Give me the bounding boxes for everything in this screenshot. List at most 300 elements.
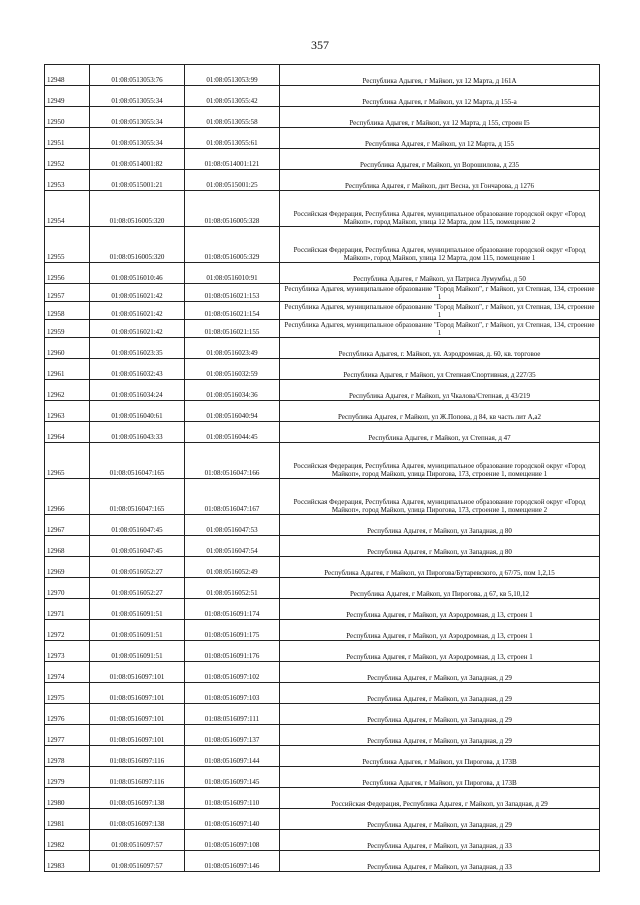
object-address: Республика Адыгея, г Майкоп, ул Западная, д 80	[367, 527, 512, 535]
row-number: 12977	[47, 736, 65, 744]
table-row	[45, 725, 600, 746]
cadastral-number-parcel-cell	[90, 65, 185, 86]
object-address-cell	[280, 851, 600, 872]
row-number-cell	[45, 107, 90, 128]
cadastral-number-parcel: 01:08:0516097:101	[109, 694, 165, 702]
cadastral-number-object: 01:08:0516097:145	[204, 778, 260, 786]
table-row	[45, 302, 600, 320]
cadastral-number-object-cell	[185, 263, 280, 284]
object-address: Республика Адыгея, г Майкоп, ул Ворошилова, д 235	[360, 161, 519, 169]
table-row	[45, 227, 600, 263]
object-address-cell	[280, 401, 600, 422]
cadastral-number-object: 01:08:0516097:111	[204, 715, 260, 723]
row-number: 12970	[47, 589, 65, 597]
table-row	[45, 170, 600, 191]
table-row	[45, 320, 600, 338]
table-row	[45, 338, 600, 359]
cadastral-number-object-cell	[185, 149, 280, 170]
cadastral-number-parcel: 01:08:0516040:61	[111, 412, 163, 420]
cadastral-number-parcel: 01:08:0516097:101	[109, 715, 165, 723]
object-address-cell	[280, 128, 600, 149]
table-row	[45, 536, 600, 557]
cadastral-number-object-cell	[185, 380, 280, 401]
row-number: 12956	[47, 274, 65, 282]
row-number: 12963	[47, 412, 65, 420]
object-address-cell	[280, 809, 600, 830]
cadastral-number-parcel-cell	[90, 851, 185, 872]
object-address: Республика Адыгея, г. Майкоп, ул. Аэродромная, д. 60, кв. торговое	[338, 350, 541, 358]
row-number-cell	[45, 788, 90, 809]
cadastral-number-object: 01:08:0516010:91	[206, 274, 258, 282]
table-row	[45, 641, 600, 662]
row-number: 12948	[47, 76, 65, 84]
cadastral-number-parcel-cell	[90, 515, 185, 536]
cadastral-number-parcel-cell	[90, 380, 185, 401]
object-address-cell	[280, 725, 600, 746]
object-address: Республика Адыгея, г Майкоп, ул 12 Марта, д 155-а	[362, 98, 517, 106]
row-number: 12953	[47, 181, 65, 189]
row-number: 12974	[47, 673, 65, 681]
cadastral-number-object: 01:08:0516005:329	[204, 253, 260, 261]
cadastral-number-parcel-cell	[90, 107, 185, 128]
row-number: 12967	[47, 526, 65, 534]
row-number-cell	[45, 320, 90, 338]
row-number-cell	[45, 128, 90, 149]
object-address-cell	[280, 662, 600, 683]
row-number-cell	[45, 641, 90, 662]
object-address: Республика Адыгея, г Майкоп, ул Пирогова/Бутаревского, д 67/75, пом 1,2,15	[324, 569, 555, 577]
cadastral-number-parcel: 01:08:0514001:82	[111, 160, 163, 168]
row-number-cell	[45, 683, 90, 704]
object-address-cell	[280, 479, 600, 515]
cadastral-number-parcel-cell	[90, 128, 185, 149]
object-address-cell	[280, 767, 600, 788]
cadastral-number-parcel: 01:08:0516052:27	[111, 589, 163, 597]
row-number-cell	[45, 422, 90, 443]
cadastral-number-object: 01:08:0516052:49	[206, 568, 258, 576]
row-number-cell	[45, 86, 90, 107]
object-address: Республика Адыгея, г Майкоп, ул 12 Марта, д 155	[364, 140, 515, 148]
cadastral-number-parcel-cell	[90, 809, 185, 830]
cadastral-number-parcel-cell	[90, 599, 185, 620]
object-address: Республика Адыгея, г Майкоп, ул Чкалова/Степная, д 43/219	[348, 392, 531, 400]
object-address: Российская Федерация, Республика Адыгея, муниципальное образование городской округ «Город Майкоп», город Майкоп, улица 12 Марта, дом 115, помещение 2	[293, 210, 586, 226]
object-address: Республика Адыгея, г Майкоп, ул Пирогова, д 67, кв 5,10,12	[349, 590, 530, 598]
object-address: Республика Адыгея, г Майкоп, ул Степная/Спортивная, д 227/35	[343, 371, 536, 379]
cadastral-number-object-cell	[185, 830, 280, 851]
cadastral-number-parcel: 01:08:0516047:165	[109, 505, 165, 513]
cadastral-number-object: 01:08:0516044:45	[206, 433, 258, 441]
table-row	[45, 263, 600, 284]
row-number-cell	[45, 359, 90, 380]
table-row	[45, 662, 600, 683]
cadastral-number-object-cell	[185, 515, 280, 536]
object-address: Республика Адыгея, г Майкоп, ул Аэродромная, д 13, строен 1	[346, 632, 533, 640]
cadastral-number-object: 01:08:0516091:174	[204, 610, 260, 618]
row-number-cell	[45, 302, 90, 320]
object-address: Республика Адыгея, г Майкоп, ул Западная, д 29	[367, 821, 512, 829]
object-address: Республика Адыгея, г Майкоп, ул Западная, д 80	[367, 548, 512, 556]
cadastral-number-object-cell	[185, 128, 280, 149]
object-address: Республика Адыгея, муниципальное образование "Город Майкоп", г Майкоп, ул Степная, 134, строение 1	[284, 321, 595, 337]
table-row	[45, 359, 600, 380]
table-row	[45, 149, 600, 170]
row-number: 12958	[47, 310, 65, 318]
cadastral-number-parcel-cell	[90, 443, 185, 479]
cadastral-number-parcel: 01:08:0516010:46	[111, 274, 163, 282]
object-address-cell	[280, 620, 600, 641]
object-address: Республика Адыгея, г Майкоп, ул Ж.Попова, д 84, кв часть лит А,а2	[337, 413, 542, 421]
table-row	[45, 284, 600, 302]
table-row	[45, 515, 600, 536]
object-address-cell	[280, 422, 600, 443]
cadastral-number-parcel: 01:08:0516091:51	[111, 652, 163, 660]
row-number-cell	[45, 746, 90, 767]
cadastral-number-object: 01:08:0516097:108	[204, 841, 260, 849]
cadastral-number-object-cell	[185, 557, 280, 578]
cadastral-number-parcel-cell	[90, 746, 185, 767]
row-number-cell	[45, 578, 90, 599]
row-number-cell	[45, 620, 90, 641]
table-row	[45, 380, 600, 401]
object-address-cell	[280, 320, 600, 338]
cadastral-number-parcel: 01:08:0516091:51	[111, 631, 163, 639]
cadastral-number-parcel: 01:08:0513055:34	[111, 139, 163, 147]
cadastral-number-parcel: 01:08:0516034:24	[111, 391, 163, 399]
table-row	[45, 107, 600, 128]
row-number: 12951	[47, 139, 65, 147]
row-number-cell	[45, 149, 90, 170]
cadastral-number-parcel: 01:08:0516052:27	[111, 568, 163, 576]
cadastral-number-parcel: 01:08:0516097:57	[111, 841, 163, 849]
cadastral-number-object-cell	[185, 662, 280, 683]
cadastral-number-parcel: 01:08:0516097:57	[111, 862, 163, 870]
cadastral-number-object-cell	[185, 284, 280, 302]
row-number: 12971	[47, 610, 65, 618]
row-number: 12962	[47, 391, 65, 399]
row-number: 12983	[47, 862, 65, 870]
object-address: Республика Адыгея, муниципальное образование "Город Майкоп", г Майкоп, ул Степная, 134, строение 1	[284, 285, 595, 301]
cadastral-number-parcel-cell	[90, 149, 185, 170]
cadastral-number-parcel-cell	[90, 263, 185, 284]
cadastral-number-object: 01:08:0516097:144	[204, 757, 260, 765]
row-number-cell	[45, 227, 90, 263]
row-number: 12980	[47, 799, 65, 807]
row-number-cell	[45, 65, 90, 86]
cadastral-number-object-cell	[185, 767, 280, 788]
table-row	[45, 683, 600, 704]
cadastral-number-parcel: 01:08:0516043:33	[111, 433, 163, 441]
cadastral-number-parcel-cell	[90, 704, 185, 725]
row-number-cell	[45, 170, 90, 191]
object-address: Российская Федерация, Республика Адыгея, муниципальное образование городской округ «Город Майкоп», город Майкоп, улица 12 Марта, дом 115, помещение 1	[293, 246, 586, 262]
cadastral-number-parcel: 01:08:0516032:43	[111, 370, 163, 378]
cadastral-number-parcel: 01:08:0516021:42	[111, 328, 163, 336]
cadastral-number-parcel-cell	[90, 830, 185, 851]
cadastral-number-parcel: 01:08:0516097:116	[109, 778, 165, 786]
row-number: 12955	[47, 253, 65, 261]
object-address-cell	[280, 557, 600, 578]
object-address: Республика Адыгея, г Майкоп, ул Западная, д 29	[367, 737, 512, 745]
cadastral-number-parcel: 01:08:0515001:21	[111, 181, 163, 189]
page-number: 357	[311, 38, 329, 52]
cadastral-number-parcel: 01:08:0516021:42	[111, 292, 163, 300]
cadastral-number-parcel-cell	[90, 662, 185, 683]
object-address-cell	[280, 578, 600, 599]
cadastral-number-parcel: 01:08:0516097:116	[109, 757, 165, 765]
cadastral-number-parcel-cell	[90, 338, 185, 359]
cadastral-number-object-cell	[185, 320, 280, 338]
object-address: Республика Адыгея, г Майкоп, ул Пирогова, д 173В	[362, 779, 517, 787]
table-row	[45, 830, 600, 851]
cadastral-number-object: 01:08:0516023:49	[206, 349, 258, 357]
row-number-cell	[45, 338, 90, 359]
object-address-cell	[280, 170, 600, 191]
table-row	[45, 422, 600, 443]
cadastral-number-parcel: 01:08:0516091:51	[111, 610, 163, 618]
object-address-cell	[280, 338, 600, 359]
cadastral-number-object: 01:08:0516047:167	[204, 505, 260, 513]
table-row	[45, 191, 600, 227]
cadastral-number-object: 01:08:0516097:103	[204, 694, 260, 702]
object-address-cell	[280, 536, 600, 557]
cadastral-number-object-cell	[185, 683, 280, 704]
table-row	[45, 788, 600, 809]
row-number: 12981	[47, 820, 65, 828]
object-address-cell	[280, 788, 600, 809]
table-row	[45, 401, 600, 422]
row-number-cell	[45, 851, 90, 872]
object-address-cell	[280, 107, 600, 128]
cadastral-number-parcel-cell	[90, 725, 185, 746]
cadastral-number-parcel-cell	[90, 320, 185, 338]
object-address-cell	[280, 641, 600, 662]
cadastral-number-parcel-cell	[90, 170, 185, 191]
object-address: Республика Адыгея, г Майкоп, ул Западная, д 33	[367, 842, 512, 850]
cadastral-number-object: 01:08:0516032:59	[206, 370, 258, 378]
cadastral-number-object-cell	[185, 227, 280, 263]
cadastral-number-parcel-cell	[90, 479, 185, 515]
cadastral-number-parcel-cell	[90, 683, 185, 704]
cadastral-number-object-cell	[185, 422, 280, 443]
cadastral-number-parcel: 01:08:0516097:138	[109, 799, 165, 807]
row-number-cell	[45, 830, 90, 851]
row-number: 12954	[47, 217, 65, 225]
cadastral-number-parcel-cell	[90, 284, 185, 302]
object-address: Республика Адыгея, г Майкоп, ул 12 Марта, д 161А	[362, 77, 517, 85]
row-number: 12964	[47, 433, 65, 441]
cadastral-number-object-cell	[185, 620, 280, 641]
object-address: Республика Адыгея, г Майкоп, ул Аэродромная, д 13, строен 1	[346, 653, 533, 661]
cadastral-number-object-cell	[185, 359, 280, 380]
cadastral-number-parcel: 01:08:0516047:45	[111, 526, 163, 534]
row-number: 12973	[47, 652, 65, 660]
object-address: Российская Федерация, Республика Адыгея, муниципальное образование городской округ «Город Майкоп», город Майкоп, улица Пирогова, 173, строение 1, помещение 2	[293, 498, 586, 514]
cadastral-number-parcel: 01:08:0516021:42	[111, 310, 163, 318]
cadastral-number-parcel: 01:08:0513055:34	[111, 118, 163, 126]
row-number: 12959	[47, 328, 65, 336]
object-address: Республика Адыгея, муниципальное образование "Город Майкоп", г Майкоп, ул Степная, 134, строение 1	[284, 303, 595, 319]
row-number-cell	[45, 479, 90, 515]
object-address-cell	[280, 149, 600, 170]
row-number: 12982	[47, 841, 65, 849]
row-number: 12975	[47, 694, 65, 702]
cadastral-number-object: 01:08:0516021:154	[204, 310, 260, 318]
cadastral-number-object: 01:08:0516097:140	[204, 820, 260, 828]
table-row	[45, 578, 600, 599]
row-number: 12950	[47, 118, 65, 126]
row-number: 12969	[47, 568, 65, 576]
cadastral-number-object-cell	[185, 704, 280, 725]
row-number-cell	[45, 725, 90, 746]
cadastral-number-parcel: 01:08:0516097:101	[109, 673, 165, 681]
row-number-cell	[45, 263, 90, 284]
cadastral-number-object: 01:08:0514001:121	[204, 160, 260, 168]
object-address-cell	[280, 830, 600, 851]
row-number: 12960	[47, 349, 65, 357]
row-number: 12966	[47, 505, 65, 513]
table-row	[45, 767, 600, 788]
row-number-cell	[45, 809, 90, 830]
cadastral-number-object-cell	[185, 641, 280, 662]
cadastral-number-parcel-cell	[90, 578, 185, 599]
table-row	[45, 851, 600, 872]
cadastral-number-object: 01:08:0516040:94	[206, 412, 258, 420]
row-number: 12968	[47, 547, 65, 555]
object-address-cell	[280, 683, 600, 704]
object-address: Российская Федерация, Республика Адыгея, г Майкоп, ул Западная, д 29	[331, 800, 548, 808]
table-row	[45, 599, 600, 620]
row-number-cell	[45, 515, 90, 536]
cadastral-number-parcel: 01:08:0516023:35	[111, 349, 163, 357]
cadastral-number-parcel-cell	[90, 620, 185, 641]
cadastral-number-parcel-cell	[90, 767, 185, 788]
cadastral-number-object: 01:08:0516097:137	[204, 736, 260, 744]
cadastral-number-parcel: 01:08:0513053:76	[111, 76, 163, 84]
table-row	[45, 704, 600, 725]
cadastral-number-object: 01:08:0513055:58	[206, 118, 258, 126]
cadastral-number-object: 01:08:0516021:153	[204, 292, 260, 300]
row-number-cell	[45, 191, 90, 227]
table-row	[45, 746, 600, 767]
cadastral-number-object: 01:08:0516091:176	[204, 652, 260, 660]
cadastral-number-object: 01:08:0516097:146	[204, 862, 260, 870]
object-address-cell	[280, 65, 600, 86]
cadastral-number-parcel-cell	[90, 536, 185, 557]
object-address-cell	[280, 263, 600, 284]
object-address: Республика Адыгея, г Майкоп, ул 12 Марта, д 155, строен I5	[349, 119, 530, 127]
row-number-cell	[45, 557, 90, 578]
row-number: 12979	[47, 778, 65, 786]
cadastral-number-parcel: 01:08:0516047:165	[109, 469, 165, 477]
row-number: 12972	[47, 631, 65, 639]
row-number-cell	[45, 401, 90, 422]
cadastral-number-object: 01:08:0516034:36	[206, 391, 258, 399]
cadastral-number-object-cell	[185, 809, 280, 830]
cadastral-number-object: 01:08:0513055:42	[206, 97, 258, 105]
cadastral-number-parcel: 01:08:0513055:34	[111, 97, 163, 105]
cadastral-number-object-cell	[185, 443, 280, 479]
table-row	[45, 479, 600, 515]
object-address: Республика Адыгея, г Майкоп, ул Пирогова, д 173В	[362, 758, 517, 766]
cadastral-number-parcel: 01:08:0516005:320	[109, 217, 165, 225]
cadastral-number-object-cell	[185, 746, 280, 767]
row-number-cell	[45, 284, 90, 302]
cadastral-number-object: 01:08:0516047:166	[204, 469, 260, 477]
object-address: Республика Адыгея, г Майкоп, ул Аэродромная, д 13, строен 1	[346, 611, 533, 619]
table-row	[45, 620, 600, 641]
object-address: Республика Адыгея, г Майкоп, ул Степная, д 47	[368, 434, 511, 442]
row-number-cell	[45, 704, 90, 725]
cadastral-number-parcel: 01:08:0516047:45	[111, 547, 163, 555]
row-number-cell	[45, 536, 90, 557]
row-number: 12976	[47, 715, 65, 723]
cadastral-number-parcel: 01:08:0516097:101	[109, 736, 165, 744]
object-address: Российская Федерация, Республика Адыгея, муниципальное образование городской округ «Город Майкоп», город Майкоп, улица Пирогова, 173, строение 1, помещение 1	[293, 462, 586, 478]
cadastral-number-parcel-cell	[90, 86, 185, 107]
cadastral-number-object: 01:08:0516097:102	[204, 673, 260, 681]
row-number: 12952	[47, 160, 65, 168]
row-number: 12965	[47, 469, 65, 477]
object-address-cell	[280, 191, 600, 227]
registry-rows	[45, 65, 600, 872]
cadastral-number-parcel-cell	[90, 422, 185, 443]
object-address-cell	[280, 515, 600, 536]
table-row	[45, 86, 600, 107]
row-number-cell	[45, 599, 90, 620]
row-number: 12949	[47, 97, 65, 105]
cadastral-number-object: 01:08:0516005:328	[204, 217, 260, 225]
object-address-cell	[280, 227, 600, 263]
cadastral-number-object: 01:08:0516091:175	[204, 631, 260, 639]
table-row	[45, 128, 600, 149]
table-row	[45, 809, 600, 830]
cadastral-number-object-cell	[185, 338, 280, 359]
registry-table	[44, 64, 600, 872]
cadastral-number-object-cell	[185, 536, 280, 557]
cadastral-number-object: 01:08:0516052:51	[206, 589, 258, 597]
cadastral-number-parcel-cell	[90, 227, 185, 263]
row-number-cell	[45, 443, 90, 479]
cadastral-number-object-cell	[185, 191, 280, 227]
cadastral-number-object-cell	[185, 578, 280, 599]
object-address-cell	[280, 746, 600, 767]
object-address-cell	[280, 86, 600, 107]
cadastral-number-object-cell	[185, 725, 280, 746]
object-address-cell	[280, 599, 600, 620]
object-address: Республика Адыгея, г Майкоп, ул Западная, д 29	[367, 695, 512, 703]
object-address: Республика Адыгея, г Майкоп, ул Западная, д 29	[367, 716, 512, 724]
cadastral-number-object-cell	[185, 788, 280, 809]
cadastral-number-object: 01:08:0516047:54	[206, 547, 258, 555]
cadastral-number-object-cell	[185, 479, 280, 515]
cadastral-number-parcel-cell	[90, 788, 185, 809]
object-address: Республика Адыгея, г Майкоп, днт Весна, ул Гончарова, д 1276	[345, 182, 534, 190]
cadastral-number-parcel: 01:08:0516097:138	[109, 820, 165, 828]
cadastral-number-object-cell	[185, 65, 280, 86]
cadastral-number-object: 01:08:0516047:53	[206, 526, 258, 534]
cadastral-number-object: 01:08:0516097:110	[204, 799, 260, 807]
object-address-cell	[280, 284, 600, 302]
table-row	[45, 65, 600, 86]
cadastral-number-parcel: 01:08:0516005:320	[109, 253, 165, 261]
table-row	[45, 557, 600, 578]
row-number: 12978	[47, 757, 65, 765]
cadastral-number-object: 01:08:0516021:155	[204, 328, 260, 336]
cadastral-number-object-cell	[185, 170, 280, 191]
object-address: Республика Адыгея, г Майкоп, ул Западная, д 33	[367, 863, 512, 871]
cadastral-number-object-cell	[185, 107, 280, 128]
